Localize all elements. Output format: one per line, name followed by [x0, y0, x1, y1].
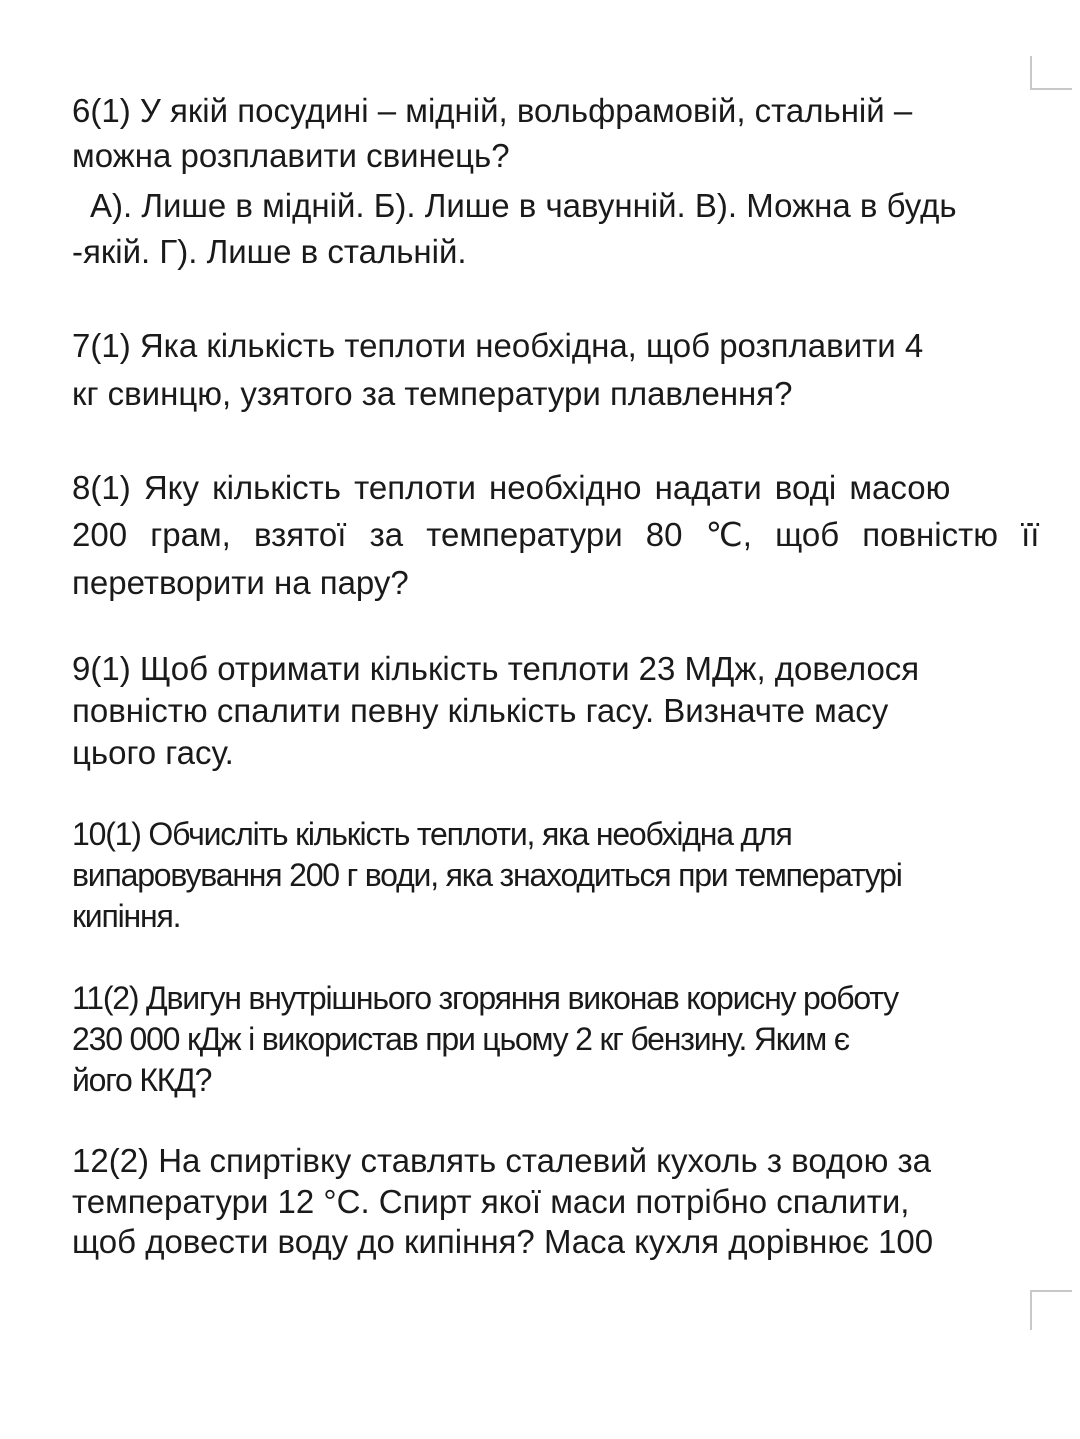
question-9-line-1: 9(1) Щоб отримати кількість теплоти 23 МДж, довелося [72, 650, 920, 687]
question-6-line-2: можна розплавити свинець? [72, 137, 510, 174]
question-10-line-2: випаровування 200 г води, яка знаходиться при температурі [72, 857, 902, 893]
question-6-line-1: 6(1) У якій посудині – мідній, вольфрамовій, стальній – [72, 92, 913, 129]
question-11-line-3: його ККД? [72, 1062, 212, 1098]
page-corner-mark-top [1030, 56, 1072, 90]
question-9-line-3: цього гасу. [72, 734, 234, 771]
question-11-line-2: 230 000 кДж і використав при цьому 2 кг бензину. Яким є [72, 1021, 849, 1057]
question-8-line-2: 200 грам, взятої за температури 80 ℃, щоб повністю її [72, 516, 1040, 553]
question-12-line-2: температури 12 °С. Спирт якої маси потрібно спалити, [72, 1183, 910, 1220]
question-7-line-1: 7(1) Яка кількість теплоти необхідна, щоб розплавити 4 [72, 327, 924, 364]
question-8-line-3: перетворити на пару? [72, 564, 409, 601]
question-11-line-1: 11(2) Двигун внутрішнього згоряння виконав корисну роботу [72, 980, 898, 1016]
question-10-line-1: 10(1) Обчисліть кількість теплоти, яка необхідна для [72, 816, 792, 852]
question-10-line-3: кипіння. [72, 898, 181, 934]
question-12-line-1: 12(2) На спиртівку ставлять сталевий кухоль з водою за [72, 1142, 931, 1179]
question-6-options-line-2: -якій. Г). Лише в стальній. [72, 233, 467, 270]
question-8-line-1: 8(1) Яку кількість теплоти необхідно надати воді масою [72, 469, 951, 506]
page-corner-mark-bottom [1030, 1290, 1072, 1330]
question-7-line-2: кг свинцю, узятого за температури плавлення? [72, 375, 793, 412]
question-6-options-line-1: А). Лише в мідній. Б). Лише в чавунній. В). Можна в будь [90, 187, 957, 224]
question-12-line-3: щоб довести воду до кипіння? Маса кухля дорівнює 100 [72, 1223, 934, 1260]
question-9-line-2: повністю спалити певну кількість гасу. Визначте масу [72, 692, 889, 729]
